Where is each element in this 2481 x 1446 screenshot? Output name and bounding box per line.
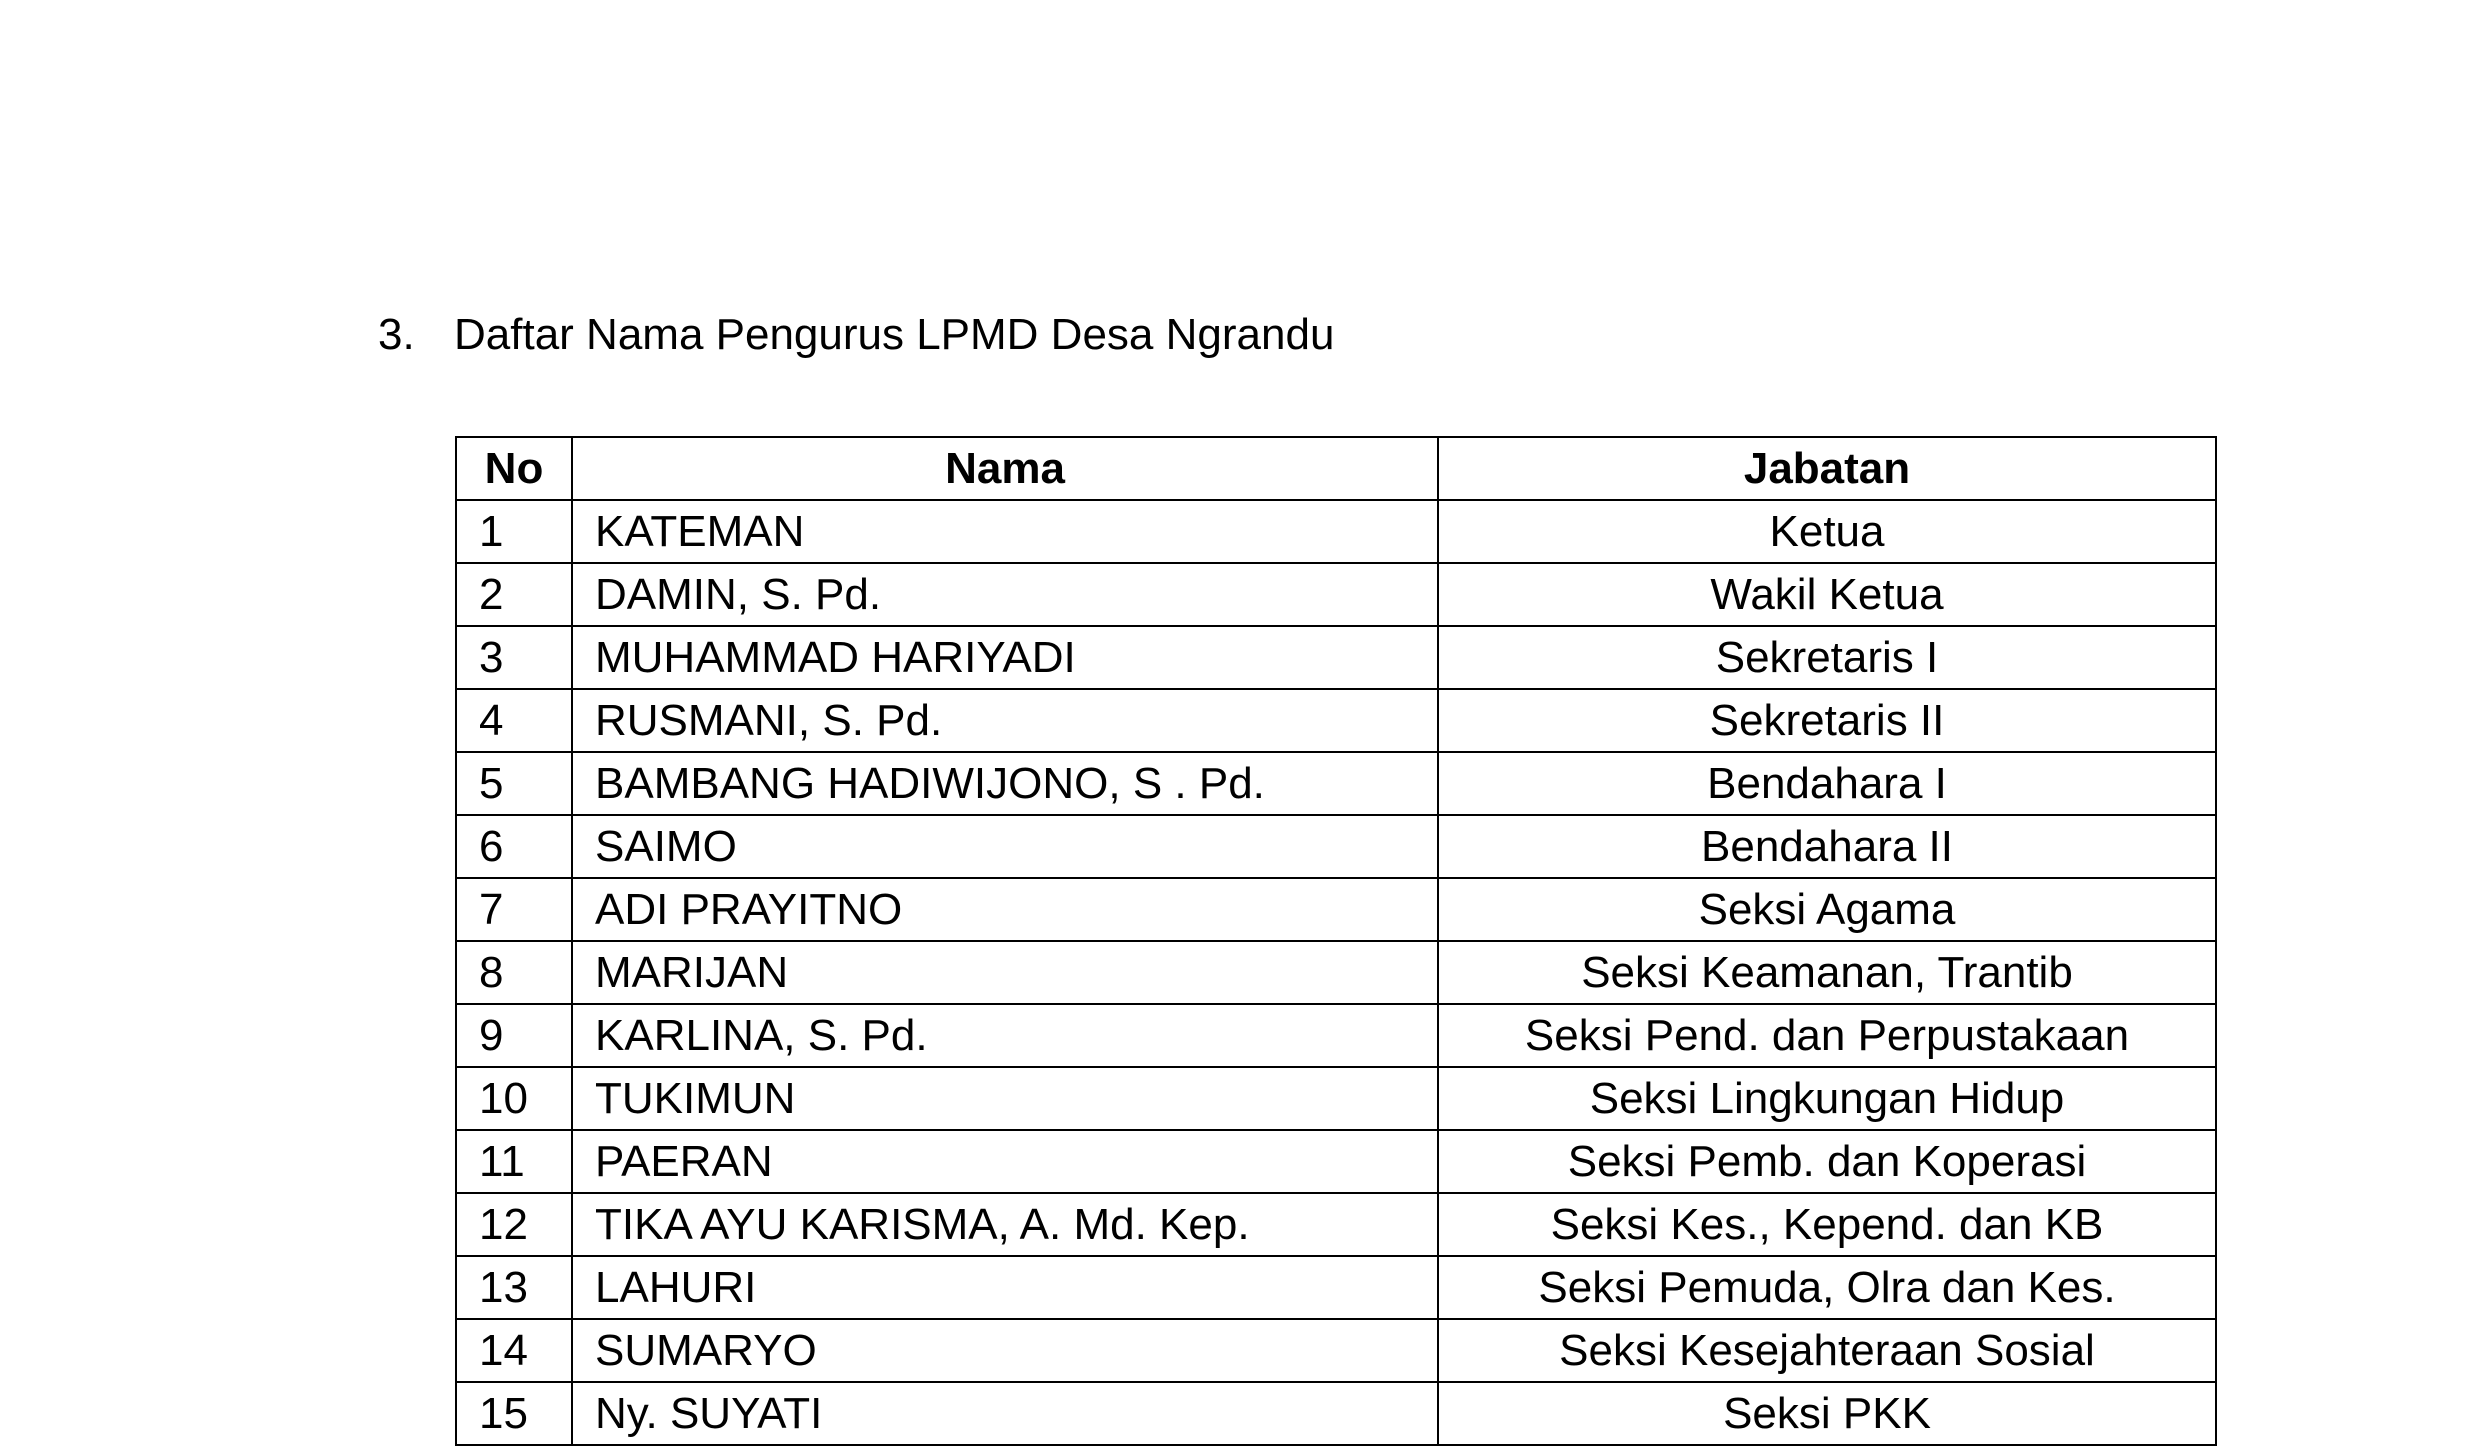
cell-no: 15 — [456, 1382, 572, 1445]
cell-no: 6 — [456, 815, 572, 878]
header-no: No — [456, 437, 572, 500]
table-row — [456, 1004, 2216, 1067]
cell-no: 5 — [456, 752, 572, 815]
cell-nama: MUHAMMAD HARIYADI — [572, 626, 1438, 689]
table-row — [456, 752, 2216, 815]
table-row — [456, 563, 2216, 626]
cell-nama: SAIMO — [572, 815, 1438, 878]
cell-nama: TUKIMUN — [572, 1067, 1438, 1130]
cell-jabatan: Sekretaris II — [1438, 689, 2216, 752]
committee-table — [455, 436, 2217, 1446]
table-row — [456, 1256, 2216, 1319]
section-title: Daftar Nama Pengurus LPMD Desa Ngrandu — [454, 310, 1335, 359]
cell-jabatan: Seksi Lingkungan Hidup — [1438, 1067, 2216, 1130]
cell-jabatan: Wakil Ketua — [1438, 563, 2216, 626]
cell-jabatan: Seksi Pemuda, Olra dan Kes. — [1438, 1256, 2216, 1319]
table-body — [456, 500, 2216, 1445]
table-row — [456, 941, 2216, 1004]
cell-no: 11 — [456, 1130, 572, 1193]
cell-jabatan: Sekretaris I — [1438, 626, 2216, 689]
cell-nama: MARIJAN — [572, 941, 1438, 1004]
cell-jabatan: Seksi Kesejahteraan Sosial — [1438, 1319, 2216, 1382]
cell-nama: BAMBANG HADIWIJONO, S . Pd. — [572, 752, 1438, 815]
cell-jabatan: Ketua — [1438, 500, 2216, 563]
table-row — [456, 689, 2216, 752]
table-row — [456, 500, 2216, 563]
cell-nama: KARLINA, S. Pd. — [572, 1004, 1438, 1067]
cell-no: 9 — [456, 1004, 572, 1067]
cell-nama: Ny. SUYATI — [572, 1382, 1438, 1445]
cell-jabatan: Bendahara II — [1438, 815, 2216, 878]
table-row — [456, 1319, 2216, 1382]
cell-nama: KATEMAN — [572, 500, 1438, 563]
table-header-row — [456, 437, 2216, 500]
section-heading — [378, 305, 1334, 365]
cell-jabatan: Seksi Keamanan, Trantib — [1438, 941, 2216, 1004]
table-row — [456, 1067, 2216, 1130]
table-row — [456, 1193, 2216, 1256]
cell-jabatan: Seksi Pemb. dan Koperasi — [1438, 1130, 2216, 1193]
table-row — [456, 626, 2216, 689]
cell-no: 4 — [456, 689, 572, 752]
cell-jabatan: Bendahara I — [1438, 752, 2216, 815]
cell-no: 1 — [456, 500, 572, 563]
cell-jabatan: Seksi Kes., Kepend. dan KB — [1438, 1193, 2216, 1256]
cell-no: 12 — [456, 1193, 572, 1256]
cell-no: 8 — [456, 941, 572, 1004]
table-row — [456, 815, 2216, 878]
cell-nama: TIKA AYU KARISMA, A. Md. Kep. — [572, 1193, 1438, 1256]
cell-no: 10 — [456, 1067, 572, 1130]
cell-no: 14 — [456, 1319, 572, 1382]
cell-nama: DAMIN, S. Pd. — [572, 563, 1438, 626]
cell-no: 13 — [456, 1256, 572, 1319]
cell-no: 7 — [456, 878, 572, 941]
header-nama: Nama — [572, 437, 1438, 500]
cell-jabatan: Seksi Agama — [1438, 878, 2216, 941]
cell-nama: SUMARYO — [572, 1319, 1438, 1382]
cell-nama: PAERAN — [572, 1130, 1438, 1193]
cell-nama: RUSMANI, S. Pd. — [572, 689, 1438, 752]
cell-no: 3 — [456, 626, 572, 689]
cell-jabatan: Seksi Pend. dan Perpustakaan — [1438, 1004, 2216, 1067]
cell-no: 2 — [456, 563, 572, 626]
cell-jabatan: Seksi PKK — [1438, 1382, 2216, 1445]
cell-nama: LAHURI — [572, 1256, 1438, 1319]
table-row — [456, 878, 2216, 941]
section-number: 3. — [378, 310, 415, 359]
table-row — [456, 1130, 2216, 1193]
cell-nama: ADI PRAYITNO — [572, 878, 1438, 941]
table-row — [456, 1382, 2216, 1445]
header-jabatan: Jabatan — [1438, 437, 2216, 500]
